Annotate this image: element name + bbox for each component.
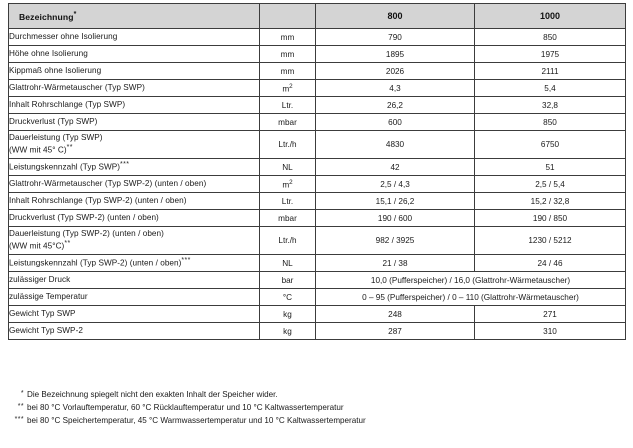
table-header [9, 4, 626, 29]
row-label: Glattrohr-Wärmetauscher (Typ SWP) [9, 80, 260, 97]
column-header-designation [9, 4, 260, 29]
row-value-800: 982 / 3925 [316, 227, 475, 255]
row-value-1000: 1975 [475, 46, 626, 63]
table-header-row [9, 4, 626, 29]
table-row [9, 227, 626, 255]
row-unit: mm [260, 46, 316, 63]
row-label: zulässige Temperatur [9, 289, 260, 306]
row-value-800: 287 [316, 323, 475, 340]
row-value-800: 190 / 600 [316, 210, 475, 227]
row-value-800: 600 [316, 114, 475, 131]
table-row [9, 289, 626, 306]
row-value-800: 2026 [316, 63, 475, 80]
row-value-1000: 310 [475, 323, 626, 340]
row-label: Inhalt Rohrschlange (Typ SWP) [9, 97, 260, 114]
table-row [9, 323, 626, 340]
footnote-text: bei 80 °C Vorlauftemperatur, 60 °C Rücklauftemperatur und 10 °C Kaltwassertemperatur [27, 403, 344, 413]
row-value-800: 42 [316, 159, 475, 176]
table-row [9, 176, 626, 193]
row-unit: Ltr./h [260, 131, 316, 159]
footnote-text: bei 80 °C Speichertemperatur, 45 °C Warmwassertemperatur und 10 °C Kaltwassertemperatur [27, 416, 366, 426]
row-unit: NL [260, 159, 316, 176]
row-value-800: 4,3 [316, 80, 475, 97]
table-row [9, 306, 626, 323]
row-unit: NL [260, 255, 316, 272]
row-value-1000: 2111 [475, 63, 626, 80]
row-value-combined: 10,0 (Pufferspeicher) / 16,0 (Glattrohr-Wärmetauscher) [316, 272, 626, 289]
row-label: Gewicht Typ SWP [9, 306, 260, 323]
row-value-1000: 5,4 [475, 80, 626, 97]
column-header-800: 800 [316, 4, 475, 29]
table-row [9, 255, 626, 272]
row-value-800: 1895 [316, 46, 475, 63]
row-label: Höhe ohne Isolierung [9, 46, 260, 63]
row-label: Durchmesser ohne Isolierung [9, 29, 260, 46]
row-label: zulässiger Druck [9, 272, 260, 289]
row-unit: mm [260, 29, 316, 46]
row-unit: bar [260, 272, 316, 289]
row-unit: mbar [260, 210, 316, 227]
row-label: Druckverlust (Typ SWP-2) (unten / oben) [9, 210, 260, 227]
footnote [8, 401, 628, 414]
row-value-800: 4830 [316, 131, 475, 159]
row-unit: kg [260, 306, 316, 323]
row-unit: mbar [260, 114, 316, 131]
row-value-1000: 850 [475, 114, 626, 131]
column-header-unit [260, 4, 316, 29]
table-row [9, 80, 626, 97]
row-unit: kg [260, 323, 316, 340]
row-value-800: 21 / 38 [316, 255, 475, 272]
row-value-1000: 271 [475, 306, 626, 323]
footnote [8, 414, 628, 427]
column-header-1000: 1000 [475, 4, 626, 29]
footnote-marker: *** [14, 416, 24, 424]
row-unit: °C [260, 289, 316, 306]
table-row [9, 29, 626, 46]
row-value-1000: 2,5 / 5,4 [475, 176, 626, 193]
footnote [8, 388, 628, 401]
footnote-marker: ** [17, 403, 24, 411]
footnote-marker: * [73, 10, 77, 18]
row-value-1000: 51 [475, 159, 626, 176]
row-unit: $m^2$ [260, 80, 316, 97]
table-row [9, 63, 626, 80]
table-row [9, 193, 626, 210]
table-row [9, 272, 626, 289]
row-label: Leistungskennzahl (Typ SWP-2) (unten / oben)*** [9, 255, 260, 272]
row-value-1000: 6750 [475, 131, 626, 159]
row-label: Dauerleistung (Typ SWP-2) (unten / oben) (WW mit 45°C)** [9, 227, 260, 255]
specifications-table [8, 3, 626, 340]
row-value-800: 790 [316, 29, 475, 46]
row-value-combined: 0 – 95 (Pufferspeicher) / 0 – 110 (Glattrohr-Wärmetauscher) [316, 289, 626, 306]
row-label: Gewicht Typ SWP-2 [9, 323, 260, 340]
row-unit: Ltr. [260, 193, 316, 210]
table-row [9, 97, 626, 114]
row-label: Dauerleistung (Typ SWP) (WW mit 45° C)** [9, 131, 260, 159]
row-value-800: 248 [316, 306, 475, 323]
row-label: Kippmaß ohne Isolierung [9, 63, 260, 80]
table-row [9, 210, 626, 227]
row-value-1000: 850 [475, 29, 626, 46]
row-value-1000: 15,2 / 32,8 [475, 193, 626, 210]
table-body [9, 29, 626, 340]
row-label: Druckverlust (Typ SWP) [9, 114, 260, 131]
row-unit: $m^2$ [260, 176, 316, 193]
footnote-text: Die Bezeichnung spiegelt nicht den exakten Inhalt der Speicher wider. [27, 390, 278, 399]
row-unit: Ltr./h [260, 227, 316, 255]
row-value-1000: 1230 / 5212 [475, 227, 626, 255]
row-unit: mm [260, 63, 316, 80]
table-row [9, 46, 626, 63]
footnotes-block [8, 388, 628, 427]
table-row [9, 114, 626, 131]
row-unit: Ltr. [260, 97, 316, 114]
row-value-800: 2,5 / 4,3 [316, 176, 475, 193]
column-header-designation-label: Bezeichnung [19, 11, 74, 22]
row-value-1000: 24 / 46 [475, 255, 626, 272]
table-row [9, 159, 626, 176]
footnote-marker: * [20, 390, 24, 397]
row-label: Inhalt Rohrschlange (Typ SWP-2) (unten / oben) [9, 193, 260, 210]
row-label: Glattrohr-Wärmetauscher (Typ SWP-2) (unten / oben) [9, 176, 260, 193]
table-row [9, 131, 626, 159]
row-value-800: 26,2 [316, 97, 475, 114]
row-label: Leistungskennzahl (Typ SWP)*** [9, 159, 260, 176]
row-value-800: 15,1 / 26,2 [316, 193, 475, 210]
row-value-1000: 190 / 850 [475, 210, 626, 227]
row-value-1000: 32,8 [475, 97, 626, 114]
